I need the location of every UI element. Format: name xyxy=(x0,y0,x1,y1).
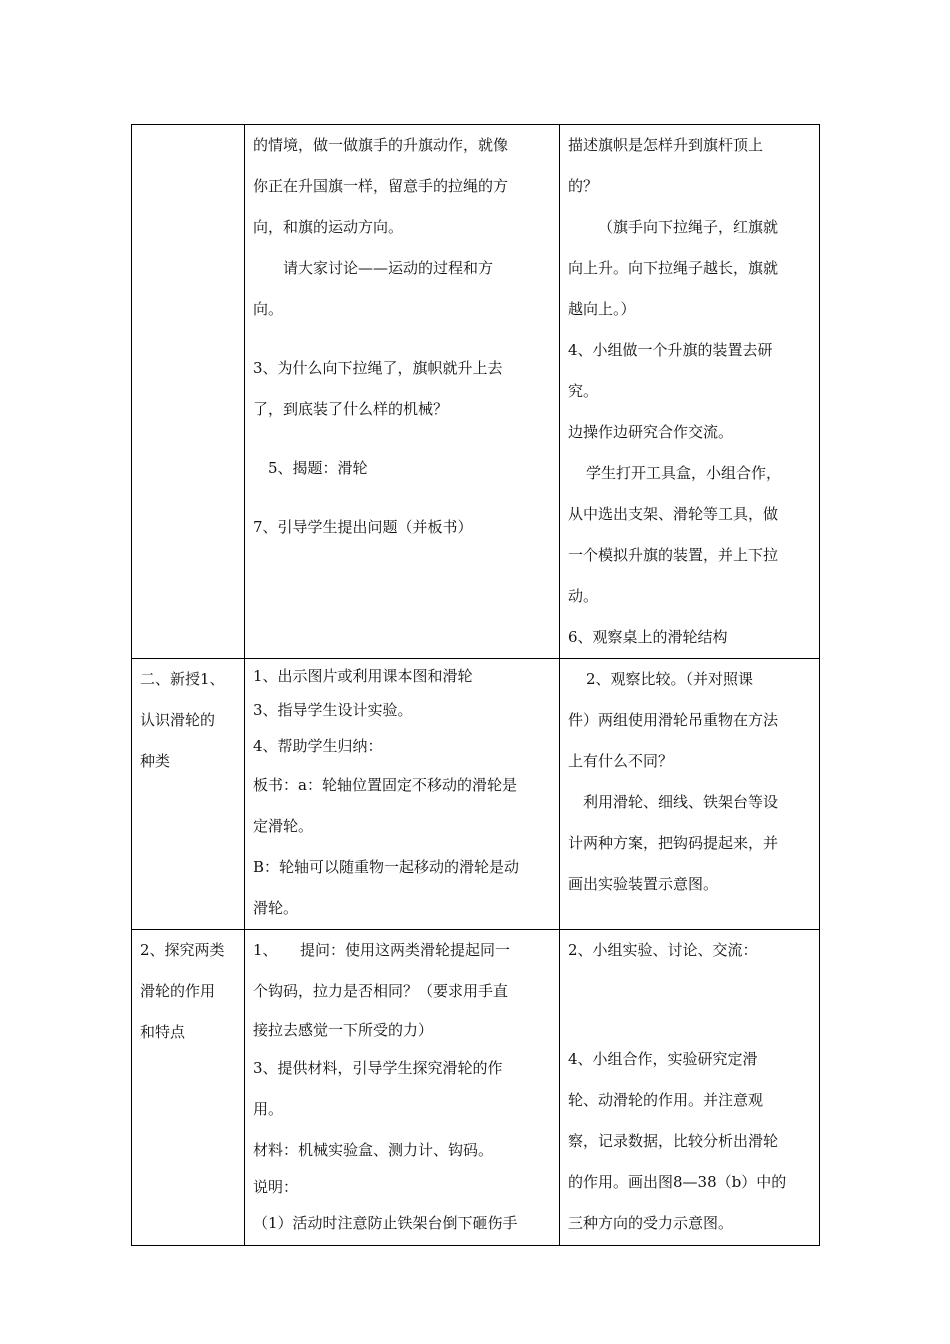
text-line: 材料：机械实验盒、测力计、钩码。 xyxy=(253,1141,494,1159)
text-line: 三种方向的受力示意图。 xyxy=(568,1214,734,1232)
text-line: 向，和旗的运动方向。 xyxy=(253,218,404,236)
stage-cell xyxy=(132,930,245,1246)
text-line: 描述旗帜是怎样升到旗杆顶上 xyxy=(568,136,764,154)
teacher-activity-cell xyxy=(245,659,560,930)
text-line: 1、出示图片或利用课本图和滑轮 xyxy=(253,667,473,685)
text-line: 2、观察比较。（并对照课 xyxy=(586,670,754,688)
text-line: 上有什么不同？ xyxy=(568,752,674,770)
text-line: 请大家讨论——运动的过程和方 xyxy=(283,259,494,277)
text-line: 察，记录数据，比较分析出滑轮 xyxy=(568,1132,779,1150)
text-line: 件）两组使用滑轮吊重物在方法 xyxy=(568,711,779,729)
text-line: 3、提供材料，引导学生探究滑轮的作 xyxy=(253,1059,503,1077)
student-activity-cell xyxy=(560,930,820,1246)
text-line: 了，到底装了什么样的机械？ xyxy=(253,400,449,418)
teacher-activity-cell xyxy=(245,125,560,659)
text-line: 3、指导学生设计实验。 xyxy=(253,701,413,719)
text-line: 认识滑轮的 xyxy=(140,711,216,729)
text-line: 种类 xyxy=(140,752,171,770)
text-line: 越向上。） xyxy=(568,300,636,318)
text-line: 学生打开工具盒，小组合作， xyxy=(586,464,782,482)
text-line: 计两种方案，把钩码提起来，并 xyxy=(568,834,779,852)
text-line: 的？ xyxy=(568,177,599,195)
text-line: 7、引导学生提出问题（并板书） xyxy=(253,518,473,536)
stage-cell xyxy=(132,125,245,659)
lesson-plan-table xyxy=(131,124,820,1246)
text-line: 4、帮助学生归纳： xyxy=(253,737,383,755)
table-row xyxy=(132,125,820,659)
text-line: 2、小组实验、讨论、交流： xyxy=(568,941,758,959)
text-line: 你正在升国旗一样，留意手的拉绳的方 xyxy=(253,177,509,195)
text-line: 4、小组做一个升旗的装置去研 xyxy=(568,341,773,359)
text-line: 滑轮。 xyxy=(253,899,299,917)
text-line: 利用滑轮、细线、铁架台等设 xyxy=(583,793,779,811)
text-line: 轮、动滑轮的作用。并注意观 xyxy=(568,1091,764,1109)
text-line: 6、观察桌上的滑轮结构 xyxy=(568,628,728,646)
text-line: 向上升。向下拉绳子越长，旗就 xyxy=(568,259,779,277)
text-line: 向。 xyxy=(253,300,284,318)
stage-cell xyxy=(132,659,245,930)
text-line: 定滑轮。 xyxy=(253,817,314,835)
text-line: 3、为什么向下拉绳了，旗帜就升上去 xyxy=(253,359,503,377)
text-line: 一个模拟升旗的装置，并上下拉 xyxy=(568,546,779,564)
text-line: 说明： xyxy=(253,1178,299,1196)
text-line: 板书：a：轮轴位置固定不移动的滑轮是 xyxy=(253,776,517,794)
text-line: 接拉去感觉一下所受的力） xyxy=(253,1021,434,1039)
text-line: B：轮轴可以随重物一起移动的滑轮是动 xyxy=(253,858,520,876)
student-activity-cell xyxy=(560,125,820,659)
text-line: 和特点 xyxy=(140,1023,186,1041)
text-line: 2、探究两类 xyxy=(140,941,225,959)
text-line: 从中选出支架、滑轮等工具，做 xyxy=(568,505,779,523)
text-line: 1、 提问：使用这两类滑轮提起同一 xyxy=(253,941,511,959)
text-line: 滑轮的作用 xyxy=(140,982,216,1000)
text-line: 用。 xyxy=(253,1100,284,1118)
text-line: 4、小组合作，实验研究定滑 xyxy=(568,1050,758,1068)
text-line: （旗手向下拉绳子，红旗就 xyxy=(598,218,779,236)
text-line: 二、新授1、 xyxy=(140,670,225,688)
text-line: 边操作边研究合作交流。 xyxy=(568,423,734,441)
table-row xyxy=(132,930,820,1246)
text-line: 动。 xyxy=(568,587,599,605)
student-activity-cell xyxy=(560,659,820,930)
text-line: 究。 xyxy=(568,382,599,400)
teacher-activity-cell xyxy=(245,930,560,1246)
text-line: 5、揭题：滑轮 xyxy=(268,459,368,477)
table-row xyxy=(132,659,820,930)
text-line: 的情境，做一做旗手的升旗动作，就像 xyxy=(253,136,509,154)
text-line: 画出实验装置示意图。 xyxy=(568,875,719,893)
text-line: 个钩码，拉力是否相同？（要求用手直 xyxy=(253,982,509,1000)
text-line: （1）活动时注意防止铁架台倒下砸伤手 xyxy=(253,1214,518,1232)
text-line: 的作用。画出图8—38（b）中的 xyxy=(568,1173,787,1191)
